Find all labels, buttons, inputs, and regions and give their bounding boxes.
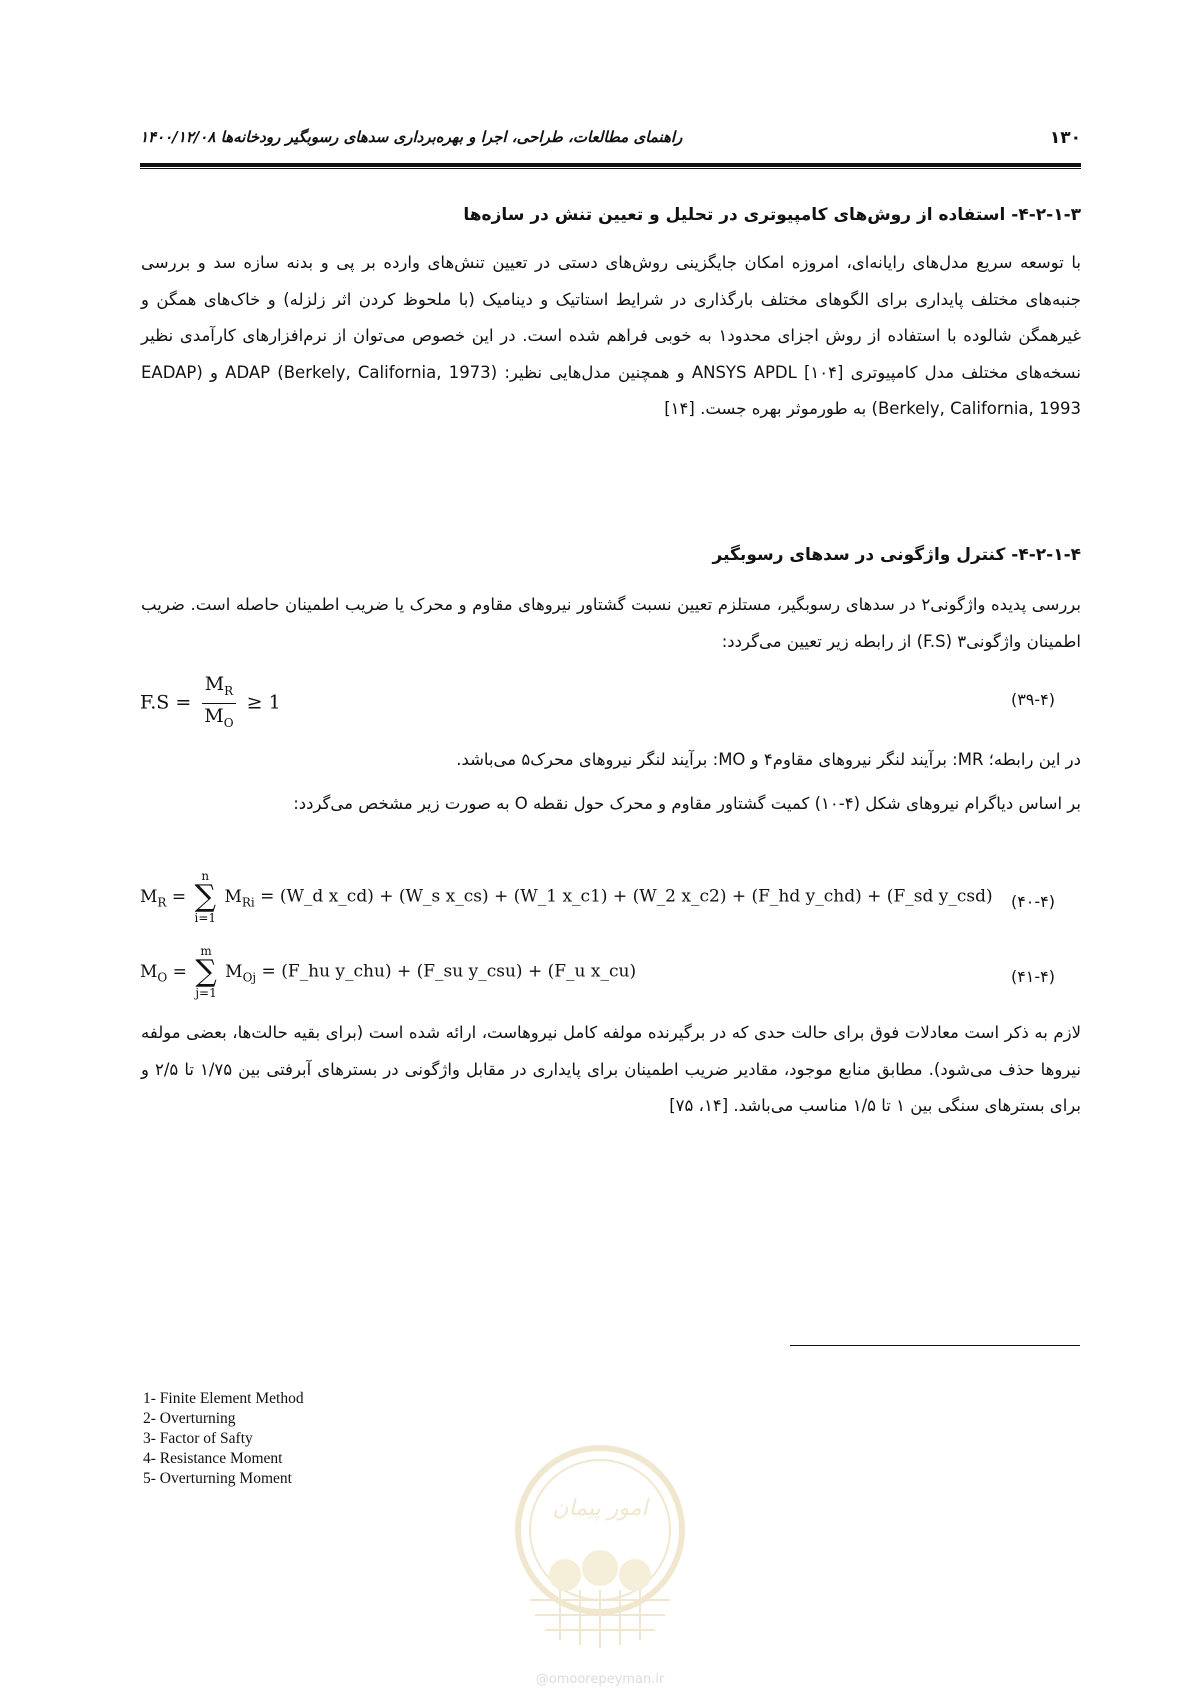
footnote-separator <box>790 1345 1080 1346</box>
svg-text:امور پیمان: امور پیمان <box>552 1496 648 1521</box>
fraction-denominator: $M_O$ <box>204 704 234 730</box>
page-number: ۱۳۰ <box>1049 128 1081 148</box>
paragraph-text: در این رابطه؛ MR: برآیند لنگر نیروهای مقاوم۴ و MO: برآیند لنگر نیروهای محرک۵ می‌باشد. <box>456 750 1081 769</box>
paragraph-safety-factors <box>141 1015 1081 1125</box>
header-rule-thin <box>140 168 1081 169</box>
paragraph-text: با توسعه سریع مدل‌های رایانه‌ای، امروزه امکان جایگزینی روش‌های دستی در تعیین تنش‌های وارده بر پی و بدنه سازه سد و بررسی جنبه‌های مختلف پایداری برای الگوهای مختلف بارگذاری در شرایط استاتیک و دینامیک (با ملحوظ کردن اثر زلزله) و خاک‌های همگن و غیرهمگن شالوده با استفاده از روش اجزای محدود۱ به خوبی فراهم شده است. در این خصوص می‌توان از نرم‌افزارهای کارآمدی نظیر نسخه‌های مختلف مدل کامپیوتری ANSYS APDL [۱۰۴] و همچنین مدل‌هایی نظیر: (ADAP (Berkely, California, 1973 و (EADAP (Berkely, California, 1993 به طورموثر بهره جست. [۱۴] <box>141 253 1082 418</box>
footnote-item: 1- Finite Element Method <box>143 1390 304 1407</box>
paragraph-force-diagram <box>141 786 1081 823</box>
equation-39 <box>140 672 1080 732</box>
equation-41 <box>140 945 1080 1005</box>
section-heading-overturning: ۴-۲-۱-۴- کنترل واژگونی در سدهای رسوبگیر <box>712 545 1081 565</box>
watermark-logo <box>505 1440 695 1690</box>
header-rule <box>140 163 1081 167</box>
equation-number: (۳۹-۴) <box>1010 690 1055 709</box>
fraction <box>201 672 236 735</box>
paragraph-variable-definitions <box>141 742 1081 779</box>
page-header <box>140 128 1081 158</box>
eq-rhs: ≥ 1 <box>246 691 281 714</box>
footnote-item: 4- Resistance Moment <box>143 1450 283 1467</box>
footnote-item: 2- Overturning <box>143 1410 236 1427</box>
paragraph-overturning-intro <box>141 587 1081 660</box>
footnotes <box>143 1389 304 1489</box>
running-title: راهنمای مطالعات، طراحی، اجرا و بهره‌برداری سدهای رسوبگیر رودخانه‌ها ۱۴۰۰/۱۲/۰۸ <box>140 128 683 146</box>
eq-term: $M_{Oj}$ <box>225 961 257 984</box>
footnote-item: 3- Factor of Safty <box>143 1430 253 1447</box>
paragraph-text: لازم به ذکر است معادلات فوق برای حالت حدی که در برگیرنده مولفه کامل نیروهاست، ارائه شده است (برای بقیه حالت‌ها، بعضی مولفه نیروها حذف می‌شود). مطابق منابع موجود، مقادیر ضریب اطمینان برای پایداری در مقابل واژگونی در بسترهای آبرفتی بین ۱/۷۵ تا ۲/۵ و برای بسترهای سنگی بین ۱ تا ۱/۵ مناسب می‌باشد. [۱۴، ۷۵] <box>141 1023 1082 1115</box>
section-heading-computer-methods: ۴-۲-۱-۳- استفاده از روش‌های کامپیوتری در تحلیل و تعیین تنش در سازه‌ها <box>463 205 1081 225</box>
equation-number: (۴۰-۴) <box>1010 892 1055 911</box>
eq-lhs: F.S = <box>140 691 192 714</box>
paragraph-computer-methods <box>141 245 1081 428</box>
fraction-numerator: $M_R$ <box>202 672 237 704</box>
summation-symbol: m ∑ j=1 <box>195 944 217 1000</box>
eq-term: $M_{Ri}$ <box>224 886 255 909</box>
watermark-url: @omoorepeyman.ir <box>535 1672 665 1687</box>
eq-lhs: $M_O$ = <box>140 961 187 984</box>
paragraph-text: بر اساس دیاگرام نیروهای شکل (۴-۱۰) کمیت گشتاور مقاوم و محرک حول نقطه O به صورت زیر مشخص می‌گردد: <box>293 794 1081 813</box>
footnote-item: 5- Overturning Moment <box>143 1470 292 1487</box>
summation-symbol: n ∑ i=1 <box>194 869 217 925</box>
eq-lhs: $M_R$ = <box>140 886 187 909</box>
paragraph-text: بررسی پدیده واژگونی۲ در سدهای رسوبگیر، مستلزم تعیین نسبت گشتاور نیروهای مقاوم و محرک یا ضریب اطمینان حاصله است. ضریب اطمینان واژگونی۳ (F.S) از رابطه زیر تعیین می‌گردد: <box>141 595 1081 651</box>
equation-40 <box>140 870 1080 930</box>
eq-rhs: = (F_hu y_chu) + (F_su y_csu) + (F_u x_cu) <box>261 961 637 982</box>
equation-number: (۴۱-۴) <box>1010 967 1055 986</box>
eq-rhs: = (W_d x_cd) + (W_s x_cs) + (W_1 x_c1) + (W_2 x_c2) + (F_hd y_chd) + (F_sd y_csd) <box>260 886 993 907</box>
watermark-seal-icon <box>505 1440 695 1670</box>
